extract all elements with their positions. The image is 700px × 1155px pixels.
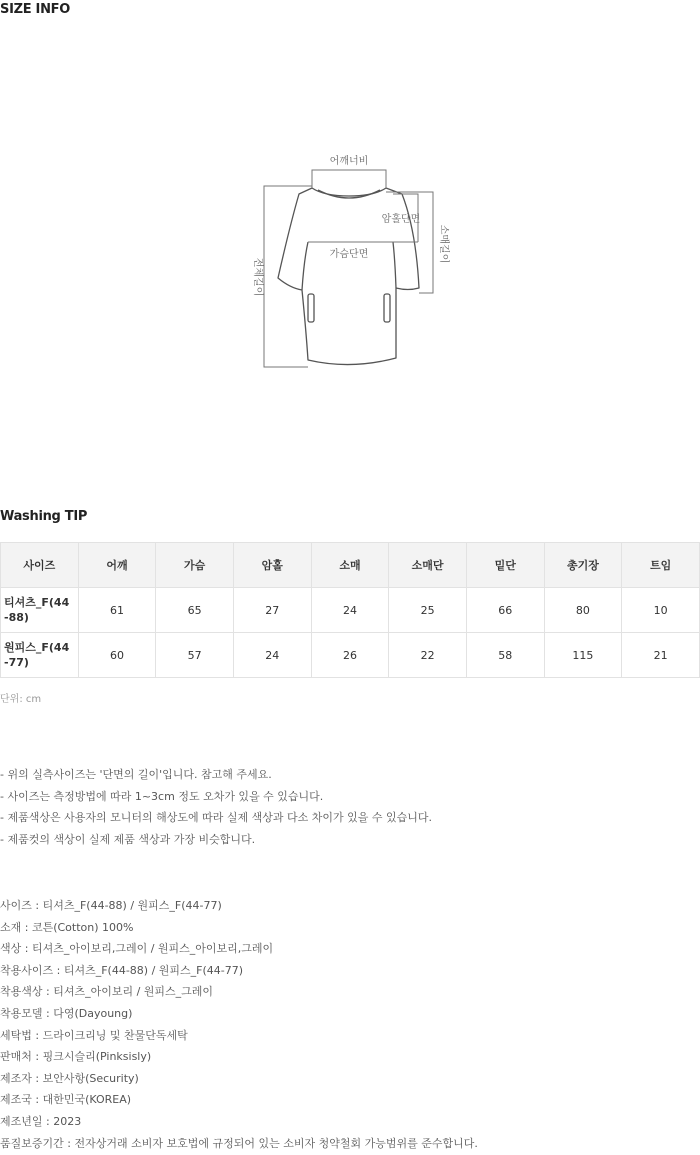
table-cell: 21 [622, 633, 700, 678]
table-cell: 22 [389, 633, 467, 678]
size-notes [0, 764, 432, 850]
table-row [1, 633, 700, 678]
table-cell: 57 [156, 633, 234, 678]
spec-line: 제조자 : 보안사항(Security) [0, 1071, 139, 1085]
table-cell: 26 [311, 633, 389, 678]
header-cell: 총기장 [544, 543, 622, 588]
note-line: - 사이즈는 측정방법에 따라 1~3cm 정도 오차가 있을 수 있습니다. [0, 789, 324, 803]
unit-note: 단위: cm [0, 694, 42, 705]
shoulder-guide [312, 170, 386, 188]
table-cell: 65 [156, 588, 234, 633]
spec-line: 제조년일 : 2023 [0, 1114, 82, 1128]
sleeve-length-label: 소매길이 [438, 224, 449, 264]
table-cell: 60 [78, 633, 156, 678]
header-cell: 소매 [311, 543, 389, 588]
row-size-cell: 티셔츠_F(44-88) [1, 588, 79, 633]
header-cell: 어깨 [78, 543, 156, 588]
table-cell: 24 [311, 588, 389, 633]
table-cell: 24 [233, 633, 311, 678]
total-length-guide [264, 186, 312, 367]
table-cell: 115 [544, 633, 622, 678]
table-cell: 61 [78, 588, 156, 633]
table-row [1, 588, 700, 633]
size-info-title: SIZE INFO [0, 2, 70, 17]
table-cell: 58 [466, 633, 544, 678]
armhole-label: 암홀단면 [381, 214, 421, 225]
right-sleeve-seam [393, 242, 396, 288]
note-line: - 제품색상은 사용자의 모니터의 해상도에 따라 실제 색상과 다소 차이가 있을 수 있습니다. [0, 811, 432, 825]
spec-line: 착용사이즈 : 티셔츠_F(44-88) / 원피스_F(44-77) [0, 963, 244, 977]
table-cell: 66 [466, 588, 544, 633]
total-length-label: 전체길이 [252, 257, 263, 297]
header-cell: 밑단 [466, 543, 544, 588]
table-cell: 27 [233, 588, 311, 633]
header-cell: 가슴 [156, 543, 234, 588]
table-cell: 25 [389, 588, 467, 633]
note-line: - 위의 실측사이즈는 '단면의 길이'입니다. 참고해 주세요. [0, 768, 272, 781]
garment-size-diagram [246, 150, 456, 372]
header-cell: 소매단 [389, 543, 467, 588]
left-sleeve-seam [302, 242, 308, 290]
spec-line: 품질보증기간 : 전자상거래 소비자 보호법에 규정되어 있는 소비자 청약철회 가능범위를 준수합니다. [0, 1136, 478, 1150]
spec-line: 판매처 : 핑크시슬리(Pinksisly) [0, 1050, 152, 1064]
spec-line: 착용모델 : 다영(Dayoung) [0, 1006, 133, 1020]
header-cell: 암홀 [233, 543, 311, 588]
spec-line: 착용색상 : 티셔츠_아이보리 / 원피스_그레이 [0, 985, 214, 999]
table-cell: 80 [544, 588, 622, 633]
left-pocket [308, 294, 314, 322]
header-cell: 트임 [622, 543, 700, 588]
spec-line: 소재 : 코튼(Cotton) 100% [0, 920, 134, 934]
spec-line: 제조국 : 대한민국(KOREA) [0, 1093, 132, 1107]
product-specs [0, 895, 478, 1154]
spec-line: 사이즈 : 티셔츠_F(44-88) / 원피스_F(44-77) [0, 899, 222, 912]
spec-line: 세탁법 : 드라이크리닝 및 찬물단독세탁 [0, 1028, 188, 1042]
chest-label: 가슴단면 [329, 249, 369, 260]
spec-line: 색상 : 티셔츠_아이보리,그레이 / 원피스_아이보리,그레이 [0, 942, 274, 956]
right-pocket [384, 294, 390, 322]
table-cell: 10 [622, 588, 700, 633]
shoulder-label: 어깨너비 [329, 156, 369, 167]
note-line: - 제품컷의 색상이 실제 제품 색상과 가장 비슷합니다. [0, 832, 256, 846]
washing-tip-title: Washing TIP [0, 509, 88, 524]
header-cell: 사이즈 [1, 543, 79, 588]
row-size-cell: 원피스_F(44-77) [1, 633, 79, 678]
size-table [0, 542, 700, 678]
collar-line [318, 190, 380, 198]
table-header-row [1, 543, 700, 588]
